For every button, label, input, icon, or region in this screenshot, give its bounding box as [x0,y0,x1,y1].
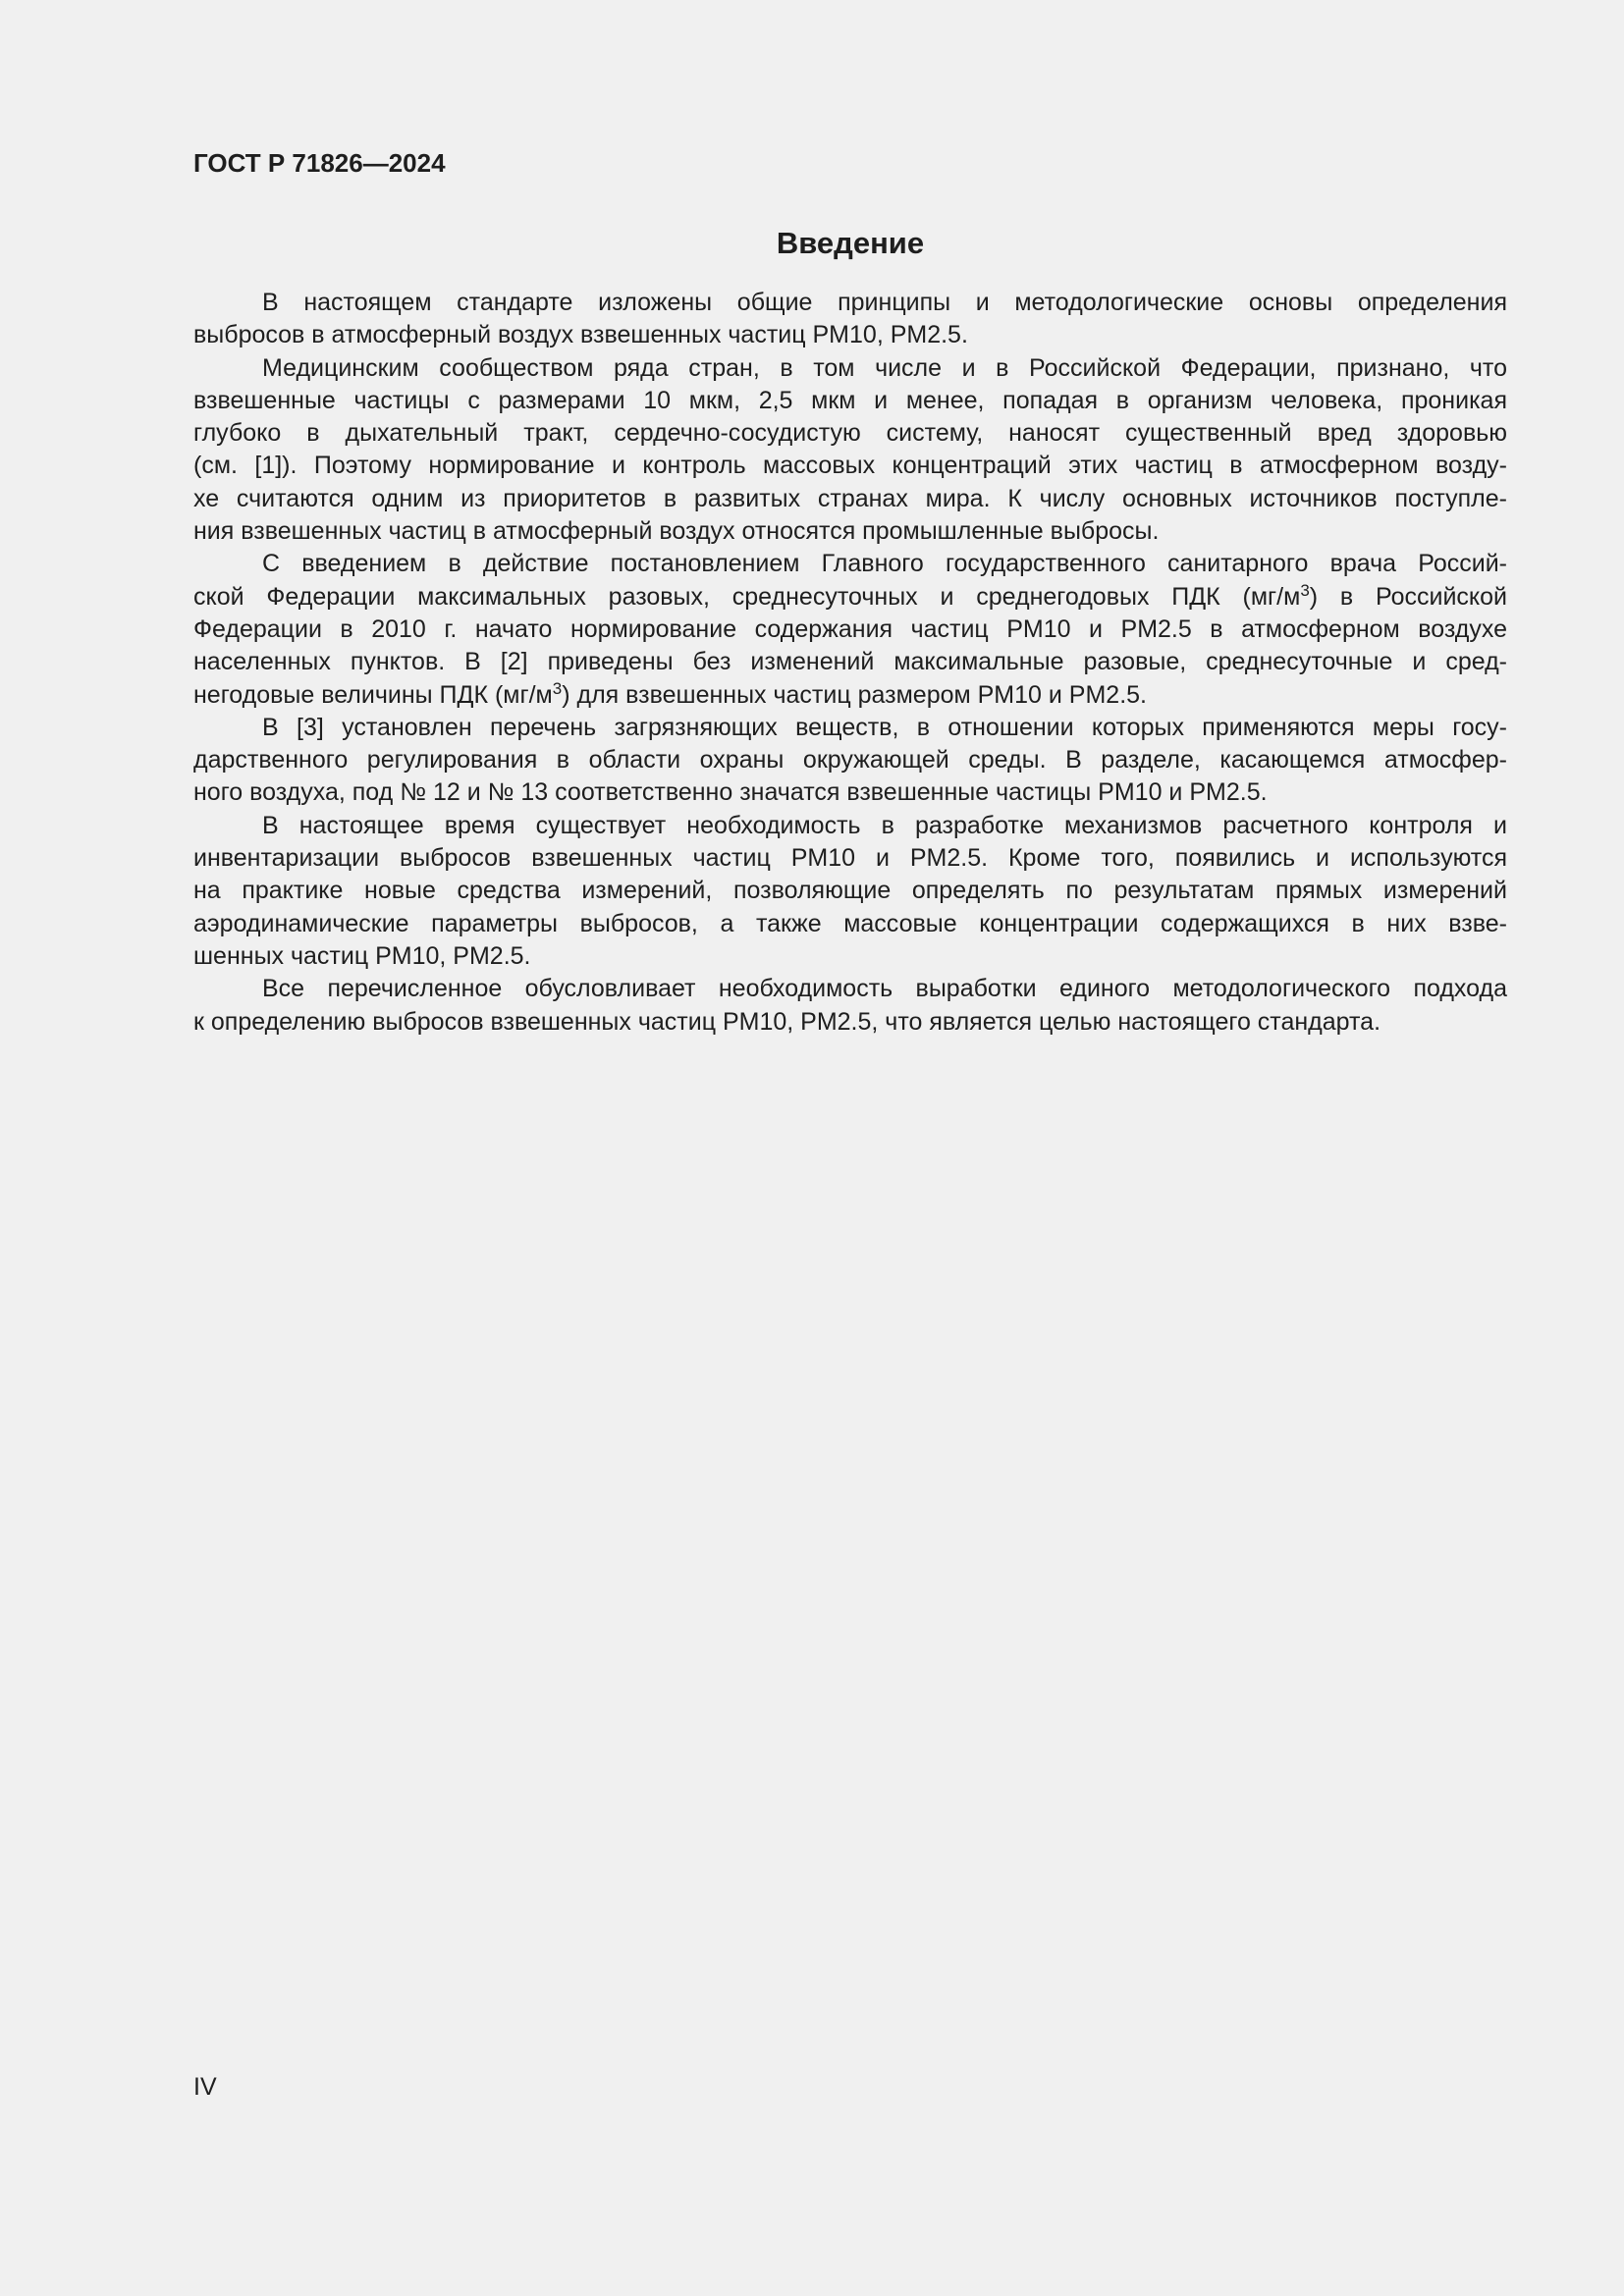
paragraph [193,287,1507,352]
superscript: 3 [552,678,563,698]
text-line: населенных пунктов. В [2] приведены без изменений максимальные разовые, среднесуточные и сред- [193,648,1507,676]
text-line: глубоко в дыхательный тракт, сердечно-сосудистую систему, наносят существенный вред здоровью [193,419,1507,448]
paragraph [193,548,1507,711]
text-line: дарственного регулирования в области охраны окружающей среды. В разделе, касающемся атмосфер- [193,746,1507,774]
paragraph [193,352,1507,549]
text-segment: ) в Российской [1309,582,1507,611]
text-line: выбросов в атмосферный воздух взвешенных частиц PM10, PM2.5. [193,321,968,349]
text-line: Медицинским сообществом ряда стран, в том числе и в Российской Федерации, признано, что [262,353,1507,382]
paragraph [193,973,1507,1039]
text-line: аэродинамические параметры выбросов, а также массовые концентрации содержащихся в них взве- [193,909,1507,937]
paragraph [193,712,1507,810]
text-line: к определению выбросов взвешенных частиц PM10, PM2.5, что является целью настоящего стандарта. [193,1007,1381,1036]
text-segment: негодовые величины ПДК (мг/м [193,680,553,709]
paragraph [193,810,1507,973]
document-designation: ГОСТ Р 71826—2024 [193,148,446,178]
text-line: В настоящем стандарте изложены общие принципы и методологические основы определения [262,289,1507,316]
section-title: Введение [776,226,925,260]
text-line: на практике новые средства измерений, позволяющие определять по результатам прямых измерений [193,877,1507,905]
superscript: 3 [1300,580,1310,600]
page-number: IV [193,2073,217,2101]
text-line: В настоящее время существует необходимость в разработке механизмов расчетного контроля и [262,811,1507,839]
text-line: В [3] установлен перечень загрязняющих веществ, в отношении которых применяются меры госу- [262,713,1507,741]
text-line: шенных частиц PM10, PM2.5. [193,941,531,970]
text-line [193,679,1507,712]
text-line: Все перечисленное обусловливает необходимость выработки единого методологического подхода [262,975,1507,1003]
text-line: (см. [1]). Поэтому нормирование и контроль массовых концентраций этих частиц в атмосферном возду- [193,452,1507,480]
text-line: С введением в действие постановлением Главного государственного санитарного врача Россий- [262,550,1507,578]
text-segment: ской Федерации максимальных разовых, среднесуточных и среднегодовых ПДК (мг/м [193,582,1301,611]
text-segment: ) для взвешенных частиц размером PM10 и PM2.5. [562,680,1147,709]
text-line [193,581,1507,614]
text-line: инвентаризации выбросов взвешенных частиц PM10 и PM2.5. Кроме того, появились и используются [193,844,1507,873]
text-line: Федерации в 2010 г. начато нормирование содержания частиц PM10 и PM2.5 в атмосферном воздухе [193,614,1507,643]
text-line: взвешенные частицы с размерами 10 мкм, 2,5 мкм и менее, попадая в организм человека, проникая [193,386,1507,414]
text-line: ного воздуха, под № 12 и № 13 соответственно значатся взвешенные частицы PM10 и PM2.5. [193,778,1268,807]
body-text [193,287,1507,1039]
text-line: хе считаются одним из приоритетов в развитых странах мира. К числу основных источников поступле- [193,484,1507,512]
text-line: ния взвешенных частиц в атмосферный воздух относятся промышленные выбросы. [193,517,1160,546]
